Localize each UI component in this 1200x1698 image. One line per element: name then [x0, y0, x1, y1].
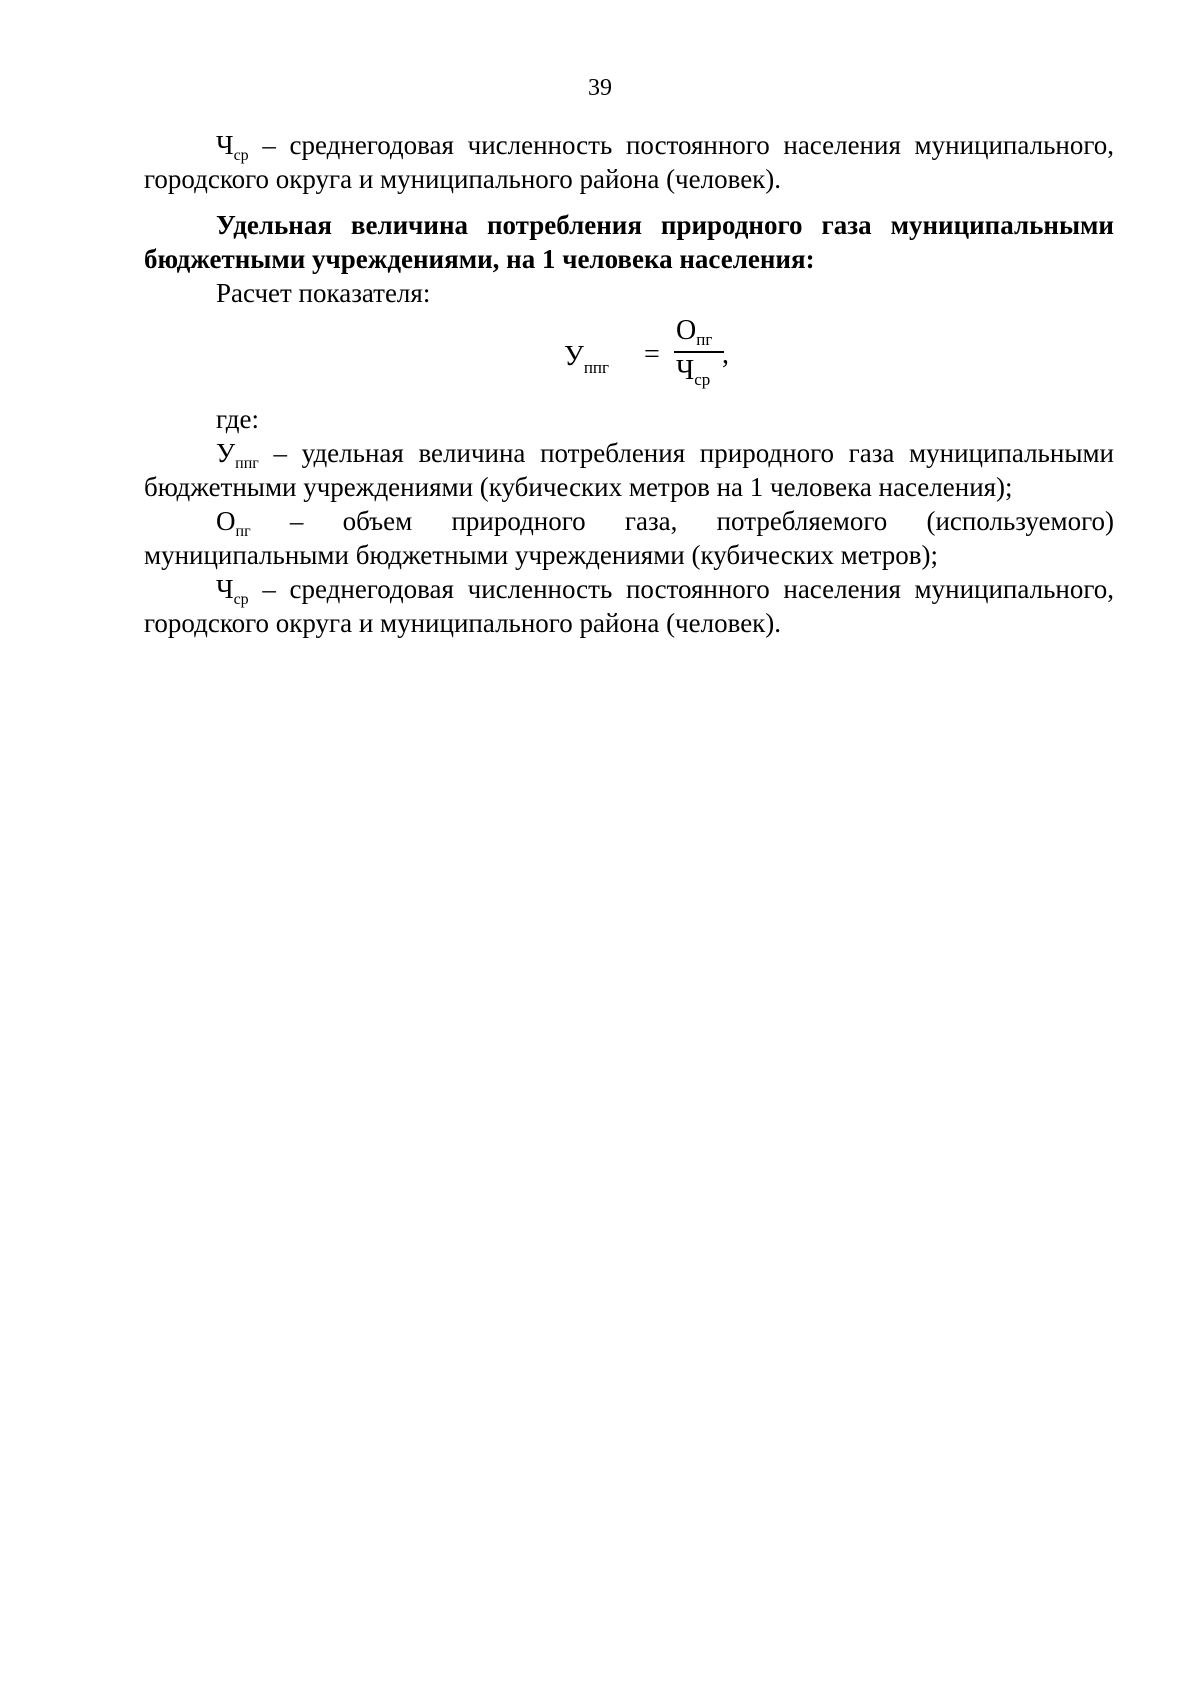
where-label: где:: [216, 404, 259, 434]
document-body: [144, 128, 1114, 640]
definition-symbol: О: [216, 506, 236, 536]
formula-denominator-symbol: Ч: [676, 355, 695, 386]
calculation-label: Расчет показателя:: [216, 278, 431, 308]
formula-block: [144, 310, 1114, 402]
definition-paragraph: [144, 436, 1114, 504]
top-definition-paragraph: [144, 128, 1114, 196]
definition-symbol-subscript: ппг: [235, 455, 259, 472]
definition-symbol-subscript: ср: [233, 147, 249, 164]
definition-text: – среднегодовая численность постоянного населения муниципального, городского округа и муниципального района (человек).: [144, 130, 1114, 194]
definition-symbol-subscript: ср: [233, 591, 249, 608]
page-number: 39: [588, 75, 612, 101]
definition-symbol: Ч: [216, 574, 234, 604]
fraction-bar: [674, 351, 724, 353]
formula-trailing-comma: ,: [722, 339, 729, 370]
formula-numerator-subscript: пг: [696, 330, 713, 349]
definition-text: – объем природного газа, потребляемого (используемого) муниципальными бюджетными учреждениями (кубических метров);: [144, 506, 1114, 570]
section-heading: Удельная величина потребления природного газа муниципальными бюджетными учреждениями, на 1 человека населения:: [144, 210, 1114, 274]
definition-paragraph: [144, 504, 1114, 572]
definition-symbol-subscript: пг: [235, 523, 251, 540]
formula-numerator-symbol: О: [676, 315, 697, 346]
definition-text: – среднегодовая численность постоянного населения муниципального, городского округа и муниципального района (человек).: [144, 574, 1114, 638]
formula-numerator: [676, 314, 712, 348]
definition-paragraph: [144, 572, 1114, 640]
definition-symbol: Ч: [216, 130, 234, 160]
definition-text: – удельная величина потребления природного газа муниципальными бюджетными учреждениями (кубических метров на 1 человека населения);: [144, 438, 1114, 502]
formula-lhs-subscript: ппг: [583, 358, 609, 377]
definition-symbol: У: [216, 438, 236, 468]
formula-lhs: [564, 340, 609, 377]
formula-denominator-subscript: ср: [694, 370, 711, 389]
formula-denominator: [676, 354, 710, 388]
formula-lhs-symbol: У: [564, 341, 584, 372]
formula-equals: =: [644, 339, 660, 370]
